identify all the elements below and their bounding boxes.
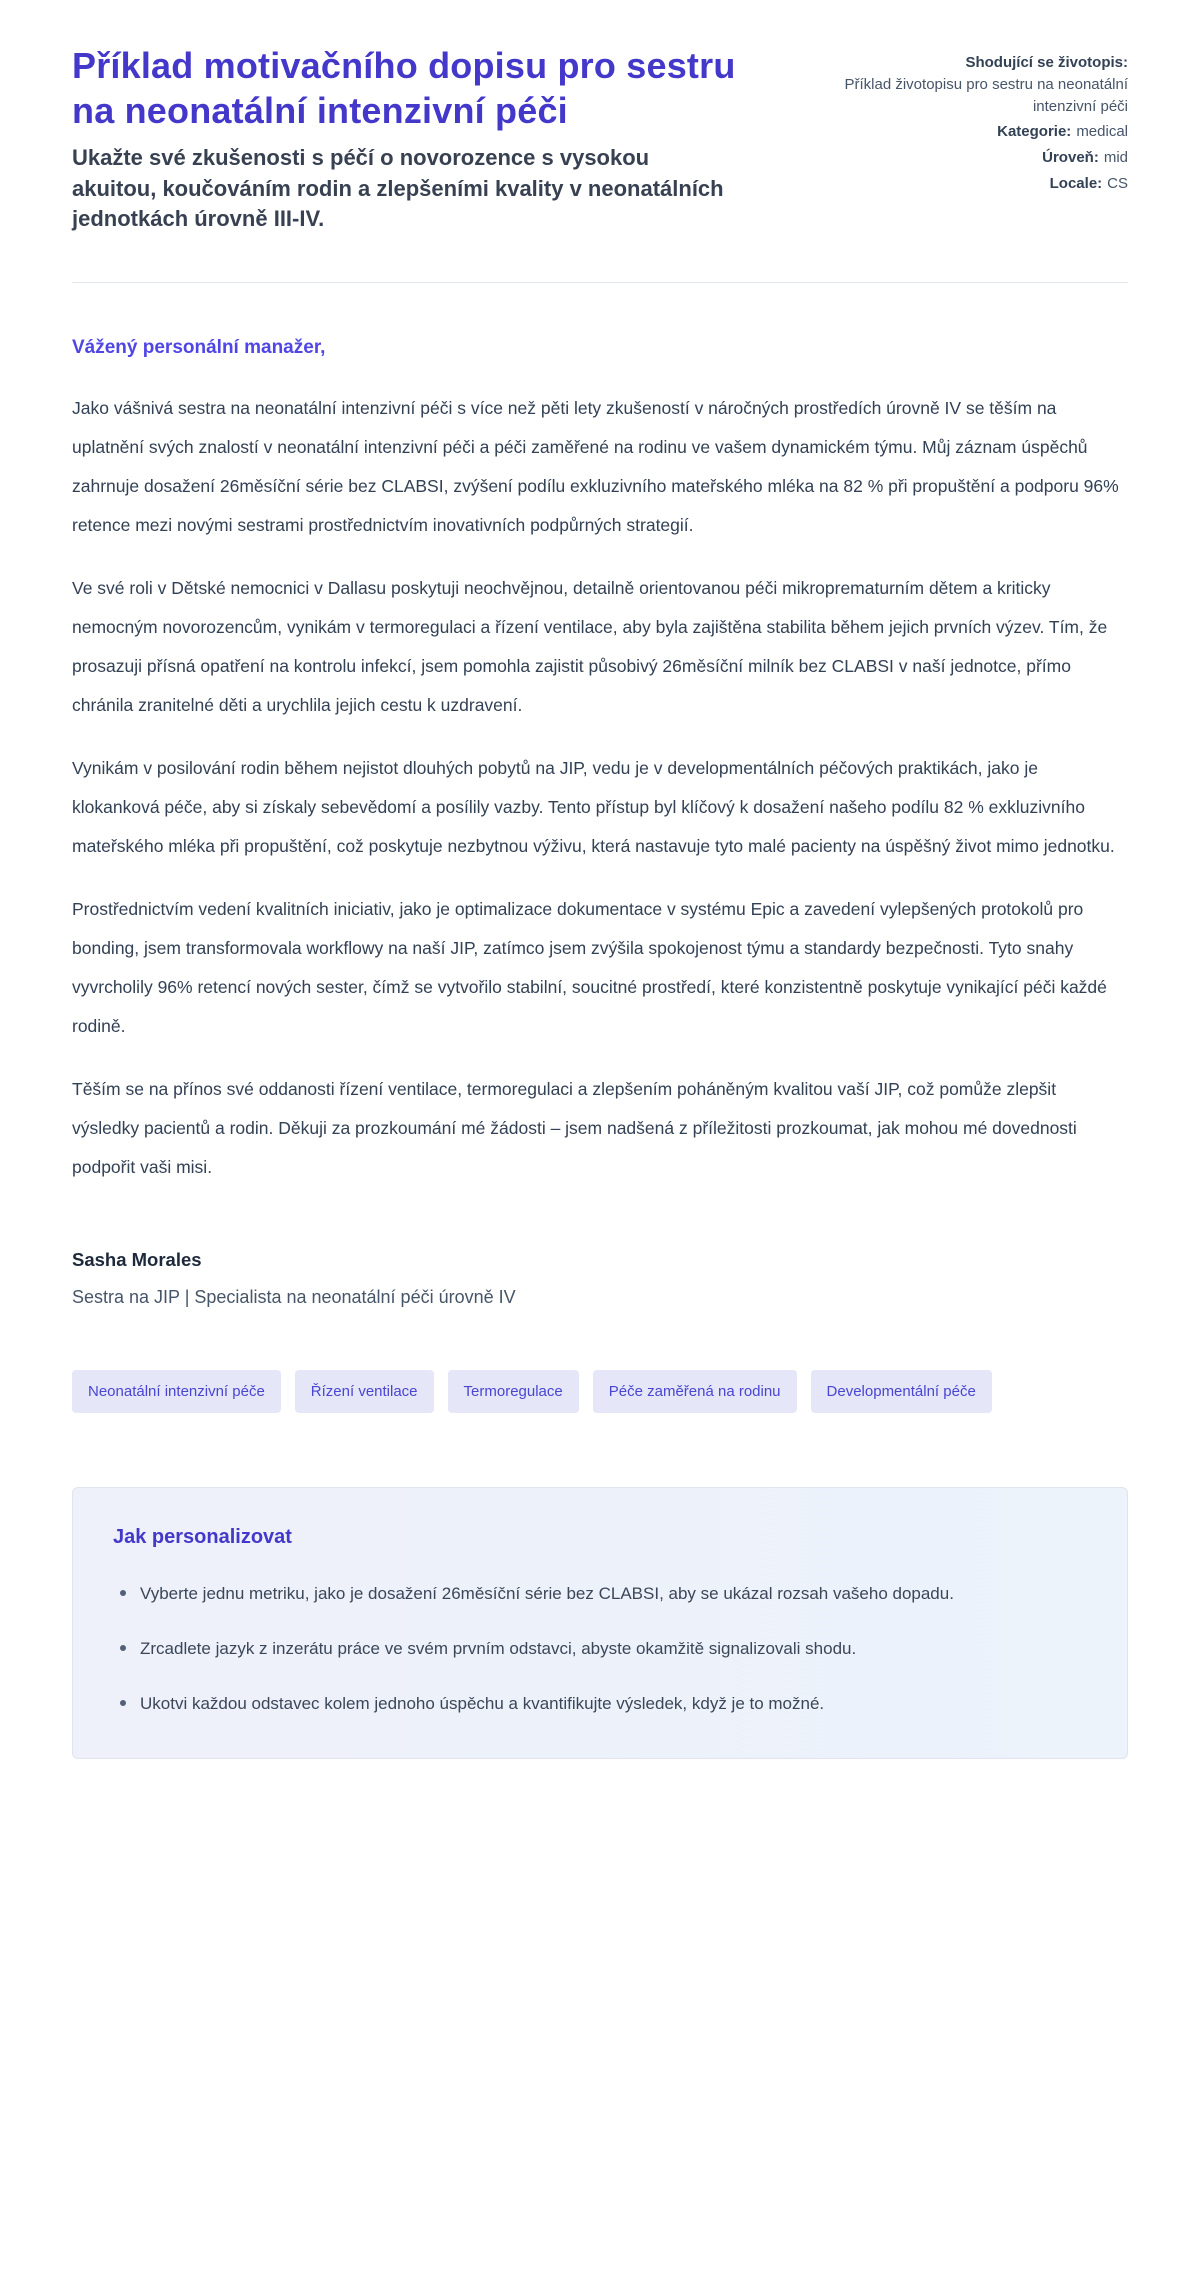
signature-name: Sasha Morales	[72, 1249, 202, 1271]
meta-matching-resume	[798, 52, 1128, 117]
tag-badge: Neonatální intenzivní péče	[72, 1370, 281, 1413]
letter-paragraph: Těším se na přínos své oddanosti řízení ventilace, termoregulaci a zlepšením poháněným kvalitou vaší JIP, což pomůže zlepšit výsledky pacientů a rodin. Děkuji za prozkoumání mé žádosti – jsem nadšená z příležitosti prozkoumat, jak mohou mé dovednosti podpořit vaši misi.	[72, 1079, 1077, 1178]
meta-row-value: CS	[1107, 174, 1128, 192]
meta-panel	[798, 44, 1128, 234]
page-title: Příklad motivačního dopisu pro sestru na neonatální intenzivní péči	[72, 45, 736, 131]
tips-title: Jak personalizovat	[113, 1526, 292, 1549]
page-header	[72, 44, 1128, 234]
meta-row-label: Úroveň:	[1042, 149, 1099, 166]
letter-paragraphs	[72, 389, 1128, 1187]
letter-body	[72, 337, 1128, 1759]
page-subtitle: Ukažte své zkušenosti s péčí o novorozence s vysokou akuitou, koučováním rodin a zlepšeními kvality v neonatálních jednotkách úrovně III-IV.	[72, 145, 724, 231]
letter-paragraph: Jako vášnivá sestra na neonatální intenzivní péči s více než pěti lety zkušeností v náročných prostředích úrovně IV se těším na uplatnění svých znalostí v neonatální intenzivní péči a péči zaměřené na rodinu ve vašem dynamickém týmu. Můj záznam úspěchů zahrnuje dosažení 26měsíční série bez CLABSI, zvýšení podílu exkluzivního mateřského mléka na 82 % při propuštění a podporu 96% retence mezi novými sestrami prostřednictvím inovativních podpůrných strategií.	[72, 398, 1119, 536]
tip-item: Vyberte jednu metriku, jako je dosažení 26měsíční série bez CLABSI, aby se ukázal rozsah vašeho dopadu.	[113, 1577, 1087, 1610]
meta-matching-resume-label: Shodující se životopis:	[965, 54, 1128, 71]
tag-badge: Řízení ventilace	[295, 1370, 434, 1413]
tag-badge: Developmentální péče	[811, 1370, 992, 1413]
tip-item: Ukotvi každou odstavec kolem jednoho úspěchu a kvantifikujte výsledek, když je to možné.	[113, 1687, 1087, 1720]
tip-item: Zrcadlete jazyk z inzerátu práce ve svém prvním odstavci, abyste okamžitě signalizovali shodu.	[113, 1632, 1087, 1665]
letter-paragraph: Vynikám v posilování rodin během nejistot dlouhých pobytů na JIP, vedu je v developmentálních péčových praktikách, jako je klokanková péče, aby si získaly sebevědomí a posílily vazby. Tento přístup byl klíčový k dosažení našeho podílu 82 % exkluzivního mateřského mléka při propuštění, což poskytuje nezbytnou výživu, která nastavuje tyto malé pacienty na úspěšný život mimo jednotku.	[72, 758, 1115, 857]
tag-badge: Péče zaměřená na rodinu	[593, 1370, 797, 1413]
salutation: Vážený personální manažer,	[72, 337, 326, 359]
letter-paragraph: Ve své roli v Dětské nemocnici v Dallasu poskytuji neochvějnou, detailně orientovanou péči mikroprematurním dětem a kriticky nemocným novorozencům, vynikám v termoregulaci a řízení ventilace, aby byla zajištěna stabilita během jejich prvních výzev. Tím, že prosazuji přísná opatření na kontrolu infekcí, jsem pomohla zajistit působivý 26měsíční milník bez CLABSI v naší jednotce, přímo chránila zranitelné děti a urychlila jejich cestu k uzdravení.	[72, 578, 1108, 716]
meta-row-label: Kategorie:	[997, 123, 1072, 141]
meta-row-value: medical	[1076, 123, 1128, 141]
personalization-tips-box	[72, 1487, 1128, 1759]
header-divider	[72, 282, 1128, 283]
tips-list	[113, 1577, 1087, 1720]
cover-letter-page	[72, 0, 1128, 1759]
meta-matching-resume-value: Příklad životopisu pro sestru na neonatální intenzivní péči	[844, 75, 1128, 115]
meta-row	[798, 121, 1128, 143]
meta-row	[798, 173, 1128, 195]
tag-badge: Termoregulace	[448, 1370, 579, 1413]
signature-title: Sestra na JIP | Specialista na neonatální péči úrovně IV	[72, 1287, 516, 1308]
meta-row-label: Locale:	[1049, 174, 1103, 192]
letter-paragraph: Prostřednictvím vedení kvalitních iniciativ, jako je optimalizace dokumentace v systému Epic a zavedení vylepšených protokolů pro bonding, jsem transformovala workflowy na naší JIP, zatímco jsem zvýšila spokojenost týmu a standardy bezpečnosti. Tyto snahy vyvrcholily 96% retencí nových sester, čímž se vytvořilo stabilní, soucitné prostředí, které konzistentně poskytuje vynikající péči každé rodině.	[72, 899, 1107, 1037]
header-title-block	[72, 44, 737, 234]
meta-row-value: mid	[1103, 149, 1128, 166]
meta-rows	[798, 121, 1128, 194]
meta-row	[798, 147, 1128, 169]
tag-list	[72, 1370, 1128, 1413]
